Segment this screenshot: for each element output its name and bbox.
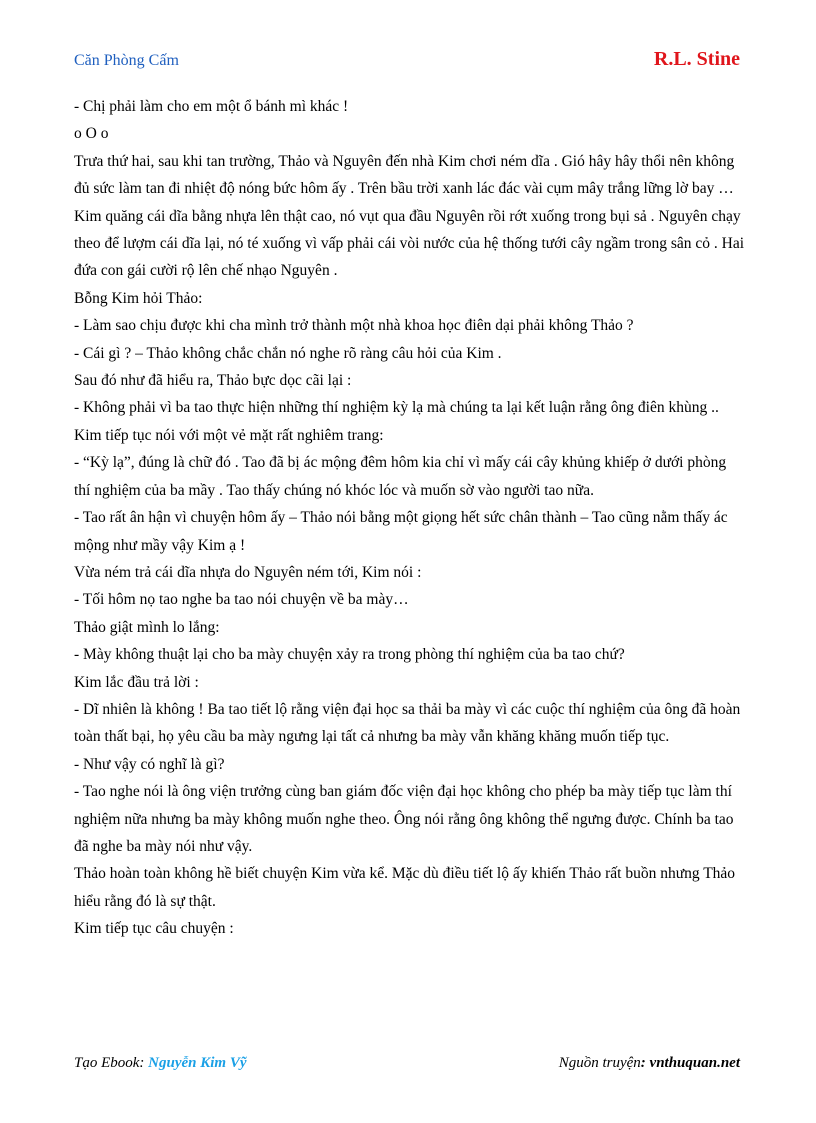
ebook-credit bbox=[74, 1055, 247, 1072]
paragraph: o O o bbox=[74, 125, 109, 143]
paragraph: Kim quăng cái dĩa bằng nhựa lên thật cao, nó vụt qua đầu Nguyên rồi rớt xuống trong bụi sả . Nguyên chạy theo để lượm cái dĩa lại, nó té xuống vì vấp phải cái vòi nước của hệ thống tưới cây ngầm trong sân cỏ . Hai đứa con gái cười rộ lên chế nhạo Nguyên . bbox=[74, 207, 745, 280]
paragraph: - Tao rất ân hận vì chuyện hôm ấy – Thảo nói bằng một giọng hết sức chân thành – Tao cũng nằm thấy ác mộng như mầy vậy Kim ạ ! bbox=[74, 509, 728, 554]
credit-separator: : bbox=[139, 1055, 149, 1071]
paragraph: - Tao nghe nói là ông viện trưởng cùng ban giám đốc viện đại học không cho phép ba mày tiếp tục làm thí nghiệm nữa nhưng ba mày không muốn nghe theo. Ông nói rằng ông không thể ngưng được. Chính ba tao đã nghe ba mày nói như vậy. bbox=[74, 783, 734, 855]
paragraph: - Chị phải làm cho em một ổ bánh mì khác ! bbox=[74, 98, 349, 115]
paragraph: - Mày không thuật lại cho ba mày chuyện xảy ra trong phòng thí nghiệm của ba tao chứ? bbox=[74, 646, 625, 664]
page-footer bbox=[74, 1055, 740, 1072]
paragraph: - Cái gì ? – Thảo không chắc chắn nó nghe rõ ràng câu hỏi của Kim . bbox=[74, 344, 502, 362]
source-label: Nguồn truyện bbox=[558, 1055, 641, 1071]
paragraph: Thảo hoàn toàn không hề biết chuyện Kim vừa kể. Mặc dù điều tiết lộ ấy khiến Thảo rất buồn nhưng Thảo hiểu rằng đó là sự thật. bbox=[74, 865, 736, 910]
paragraph: - Không phải vì ba tao thực hiện những thí nghiệm kỳ lạ mà chúng ta lại kết luận rằng ông điên khùng .. bbox=[74, 399, 719, 417]
source-name: vnthuquan.net bbox=[649, 1055, 740, 1071]
source-separator: : bbox=[640, 1055, 650, 1071]
paragraph: - Làm sao chịu được khi cha mình trở thành một nhà khoa học điên dại phải không Thảo ? bbox=[74, 317, 634, 335]
paragraph: - Dĩ nhiên là không ! Ba tao tiết lộ rằng viện đại học sa thải ba mày vì các cuộc thí nghiệm của ông đã hoàn toàn thất bại, họ yêu cầu ba mày ngưng lại tất cả nhưng ba mày vẫn khăng khăng muốn tiếp tục. bbox=[74, 700, 741, 746]
credit-name: Nguyễn Kim Vỹ bbox=[148, 1055, 247, 1071]
paragraph: Thảo giật mình lo lắng: bbox=[74, 618, 220, 636]
paragraph: Kim lắc đầu trả lời : bbox=[74, 673, 199, 691]
paragraph: Sau đó như đã hiểu ra, Thảo bực dọc cãi lại : bbox=[74, 372, 352, 390]
paragraph: Kim tiếp tục nói với một vẻ mặt rất nghiêm trang: bbox=[74, 426, 384, 444]
paragraph: - Như vậy có nghĩ là gì? bbox=[74, 755, 225, 773]
paragraph: - “Kỳ lạ”, đúng là chữ đó . Tao đã bị ác mộng đêm hôm kia chỉ vì mấy cái cây khủng khiếp ở dưới phòng thí nghiệm của ba mầy . Tao thấy chúng nó khóc lóc và muốn sờ vào người tao nữa. bbox=[74, 454, 727, 499]
paragraph: Vừa ném trả cái dĩa nhựa do Nguyên ném tới, Kim nói : bbox=[74, 563, 422, 581]
paragraph: Trưa thứ hai, sau khi tan trường, Thảo và Nguyên đến nhà Kim chơi ném dĩa . Gió hây hây thổi nên không đủ sức làm tan đi nhiệt độ nóng bức hôm ấy . Trên bầu trời xanh lác đác vài cụm mây trắng lững lờ bay … bbox=[74, 152, 735, 198]
paragraph: - Tối hôm nọ tao nghe ba tao nói chuyện về ba mày… bbox=[74, 591, 409, 609]
credit-label: Tạo Ebook bbox=[74, 1055, 140, 1071]
book-title: Căn Phòng Cấm bbox=[74, 52, 179, 69]
author-name: R.L. Stine bbox=[653, 48, 740, 70]
story-source bbox=[559, 1055, 740, 1072]
page-header bbox=[74, 48, 740, 76]
paragraph: Kim tiếp tục câu chuyện : bbox=[74, 920, 234, 938]
story-text bbox=[74, 93, 746, 943]
paragraph: Bỗng Kim hỏi Thảo: bbox=[74, 289, 203, 307]
